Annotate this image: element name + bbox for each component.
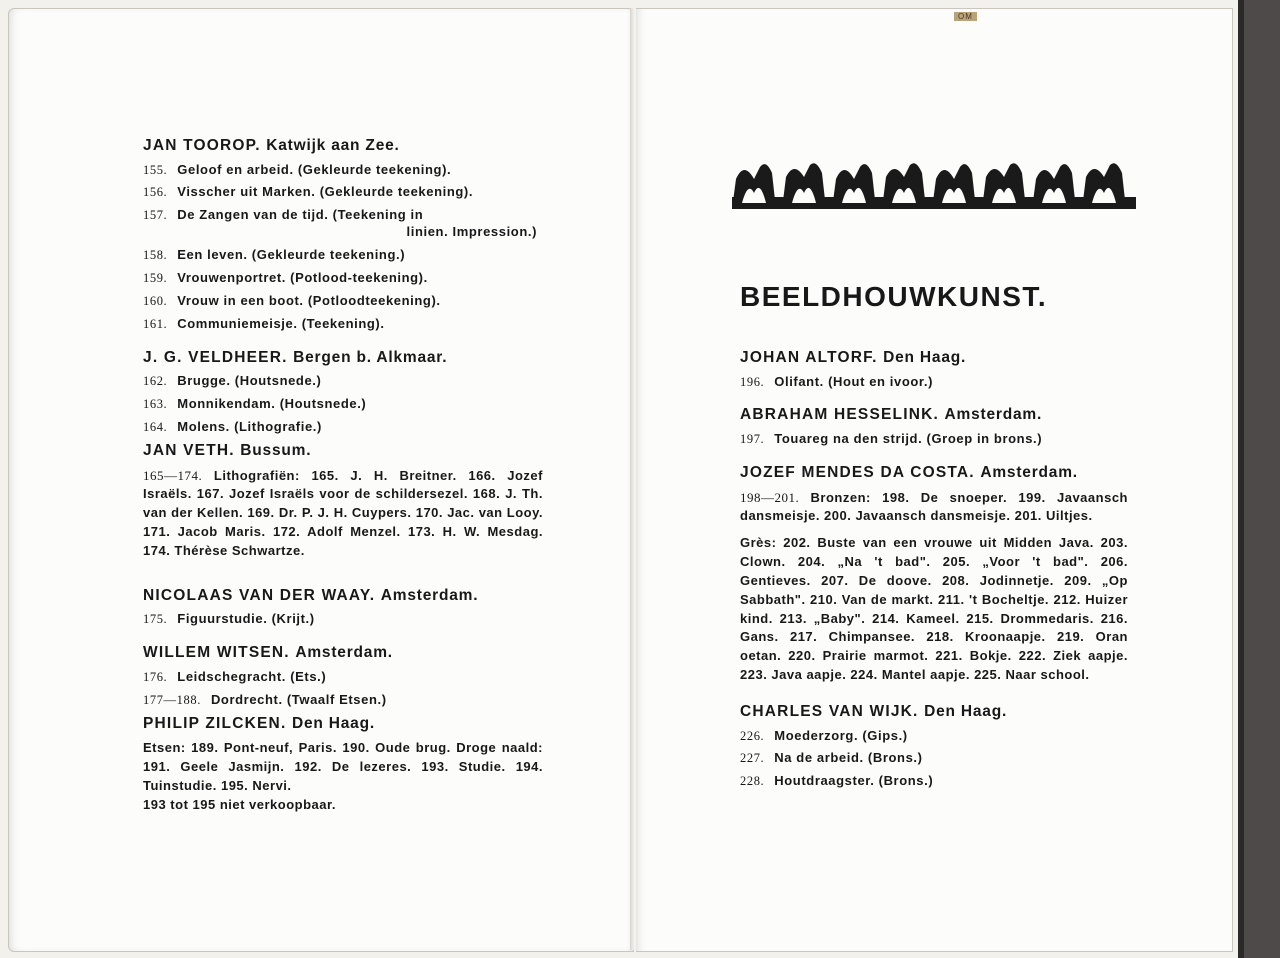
catalogue-entry bbox=[143, 316, 543, 333]
entry-title: Een leven. (Gekleurde teekening.) bbox=[177, 247, 406, 263]
entry-title: Figuurstudie. (Krijt.) bbox=[177, 611, 315, 627]
entry-title: Olifant. (Hout en ivoor.) bbox=[774, 373, 933, 389]
artist-city: Amsterdam. bbox=[980, 463, 1078, 481]
catalogue-entry bbox=[143, 270, 543, 287]
catalogue-entry bbox=[143, 669, 543, 686]
book-cover-edge bbox=[1238, 0, 1280, 958]
entry-number: 228. bbox=[740, 774, 765, 789]
paragraph-text: Bronzen: 198. De snoeper. 199. Javaansch dansmeisje. 200. Javaansch dansmeisje. 201. Uiltjes. bbox=[740, 489, 1128, 524]
catalogue-entry bbox=[143, 207, 543, 241]
paragraph-text: Lithografiën: 165. J. H. Breitner. 166. Jozef Israëls. 167. Jozef Israëls voor de schildersezel. 168. J. Th. van der Kellen. 169. Dr. P. J. H. Cuypers. 170. Jac. van Looy. 171. Jacob Maris. 172. Adolf Menzel. 173. H. W. Mesdag. 174. Thérèse Schwartze. bbox=[143, 467, 543, 558]
left-column bbox=[143, 137, 543, 823]
entry-title: Leidschegracht. (Ets.) bbox=[177, 668, 327, 684]
entry-title: Houtdraagster. (Brons.) bbox=[774, 773, 934, 789]
entry-number-range: 165—174. bbox=[143, 467, 203, 483]
spacer bbox=[740, 396, 1128, 406]
catalogue-note bbox=[143, 796, 543, 815]
artist-heading bbox=[740, 703, 1128, 722]
paragraph-text: 193 tot 195 niet verkoopbaar. bbox=[143, 796, 336, 812]
entry-title: Dordrecht. (Twaalf Etsen.) bbox=[210, 691, 387, 707]
entry-number: 177—188. bbox=[143, 692, 201, 707]
catalogue-entry bbox=[740, 374, 1128, 391]
catalogue-paragraph bbox=[740, 534, 1128, 685]
entry-number: 162. bbox=[143, 374, 168, 389]
entry-number: 155. bbox=[143, 162, 168, 177]
artist-city: Amsterdam. bbox=[944, 406, 1043, 424]
paragraph-text: Grès: 202. Buste van een vrouwe uit Midden Java. 203. Clown. 204. „Na 't bad". 205. „Voor 't bad". 206. Gentieves. 207. De doove. 208. Jodinnetje. 209. „Op Sabbath". 210. Van de markt. 211. 't Bocheltje. 212. Huizer kind. 213. „Baby". 214. Kameel. 215. Drommedaris. 216. Gans. 217. Chimpansee. 218. Kroonaapje. 219. Oran oetan. 220. Prairie marmot. 221. Bokje. 222. Ziek aapje. 223. Java aapje. 224. Mantel aapje. 225. Naar school. bbox=[740, 535, 1128, 683]
entry-number: 197. bbox=[740, 432, 765, 447]
entry-number: 156. bbox=[143, 185, 168, 200]
entry-title-continued: linien. Impression.) bbox=[406, 224, 537, 240]
artist-heading bbox=[143, 587, 543, 606]
entry-number-range: 198—201. bbox=[740, 489, 800, 505]
catalogue-entry bbox=[143, 692, 543, 709]
catalogue-entry bbox=[143, 293, 543, 310]
artist-city: Bergen b. Alkmaar. bbox=[293, 348, 448, 366]
artist-name: JAN VETH. bbox=[143, 441, 235, 459]
entry-title: Touareg na den strijd. (Groep in brons.) bbox=[774, 431, 1043, 447]
catalogue-entry bbox=[143, 162, 543, 179]
entry-title: Na de arbeid. (Brons.) bbox=[774, 750, 923, 766]
entry-number: 157. bbox=[143, 208, 168, 223]
artist-heading bbox=[740, 464, 1128, 483]
artist-name: J. G. VELDHEER. bbox=[143, 348, 288, 366]
catalogue-entry bbox=[740, 431, 1128, 448]
spacer bbox=[143, 634, 543, 644]
catalogue-entry bbox=[740, 728, 1128, 745]
catalogue-entry bbox=[143, 373, 543, 390]
artist-city: Bussum. bbox=[240, 441, 312, 459]
left-page bbox=[8, 8, 634, 952]
catalogue-paragraph bbox=[143, 467, 543, 561]
catalogue-entry bbox=[143, 419, 543, 436]
entry-title: De Zangen van de tijd. (Teekening in bbox=[177, 207, 424, 223]
right-page bbox=[636, 8, 1233, 952]
spacer bbox=[740, 454, 1128, 464]
entry-number: 176. bbox=[143, 669, 168, 684]
catalogue-entry bbox=[143, 247, 543, 264]
catalogue-entry bbox=[740, 773, 1128, 790]
artist-heading bbox=[740, 349, 1128, 368]
catalogue-entry bbox=[143, 184, 543, 201]
spacer bbox=[143, 339, 543, 349]
catalogue-paragraph bbox=[143, 739, 543, 796]
artist-heading bbox=[143, 715, 543, 734]
artist-city: Amsterdam. bbox=[295, 644, 393, 662]
artist-name: CHARLES VAN WIJK. bbox=[740, 703, 919, 720]
entry-number: 226. bbox=[740, 728, 765, 743]
decorative-ornament bbox=[732, 159, 1136, 209]
right-column bbox=[740, 349, 1128, 796]
artist-name: PHILIP ZILCKEN. bbox=[143, 714, 287, 732]
entry-number: 159. bbox=[143, 271, 168, 286]
artist-name: JOHAN ALTORF. bbox=[740, 349, 878, 366]
entry-title: Vrouw in een boot. (Potloodteekening). bbox=[177, 292, 441, 308]
artist-name: WILLEM WITSEN. bbox=[143, 644, 290, 662]
entry-title: Vrouwenportret. (Potlood-teekening). bbox=[177, 270, 428, 286]
artist-heading bbox=[143, 137, 543, 156]
artist-city: Amsterdam. bbox=[380, 586, 479, 604]
entry-number: 158. bbox=[143, 248, 168, 263]
artist-heading bbox=[740, 406, 1128, 425]
spacer bbox=[740, 693, 1128, 703]
paragraph-text: Etsen: 189. Pont-neuf, Paris. 190. Oude brug. Droge naald: 191. Geele Jasmijn. 192. De lezeres. 193. Studie. 194. Tuinstudie. 195. Nervi. bbox=[143, 740, 543, 793]
entry-title: Geloof en arbeid. (Gekleurde teekening). bbox=[177, 161, 452, 177]
artist-name: NICOLAAS VAN DER WAAY. bbox=[143, 586, 376, 604]
entry-title: Monnikendam. (Houtsnede.) bbox=[177, 396, 367, 412]
entry-title: Visscher uit Marken. (Gekleurde teekening). bbox=[177, 184, 474, 200]
catalogue-entry bbox=[143, 611, 543, 628]
entry-number: 164. bbox=[143, 420, 168, 435]
entry-title: Molens. (Lithografie.) bbox=[177, 419, 322, 435]
entry-title: Communiemeisje. (Teekening). bbox=[177, 315, 385, 331]
entry-number: 175. bbox=[143, 612, 168, 627]
artist-city: Katwijk aan Zee. bbox=[266, 137, 400, 154]
entry-number: 163. bbox=[143, 397, 168, 412]
catalogue-entry bbox=[143, 396, 543, 413]
spacer bbox=[143, 569, 543, 587]
spine-label: OM bbox=[954, 12, 977, 21]
entry-number: 160. bbox=[143, 293, 168, 308]
catalogue-paragraph bbox=[740, 489, 1128, 527]
entry-number: 196. bbox=[740, 374, 765, 389]
artist-heading bbox=[143, 349, 543, 368]
entry-title: Brugge. (Houtsnede.) bbox=[177, 373, 322, 389]
artist-heading bbox=[143, 644, 543, 663]
artist-city: Den Haag. bbox=[883, 349, 967, 366]
artist-name: JOZEF MENDES DA COSTA. bbox=[740, 463, 975, 481]
artist-name: JAN TOOROP. bbox=[143, 137, 261, 154]
entry-number: 227. bbox=[740, 751, 765, 766]
catalogue-entry bbox=[740, 750, 1128, 767]
entry-title: Moederzorg. (Gips.) bbox=[774, 727, 908, 743]
artist-name: ABRAHAM HESSELINK. bbox=[740, 406, 939, 424]
section-title: BEELDHOUWKUNST. bbox=[740, 281, 1048, 312]
artist-heading bbox=[143, 442, 543, 461]
artist-city: Den Haag. bbox=[924, 703, 1008, 720]
entry-number: 161. bbox=[143, 316, 168, 331]
artist-city: Den Haag. bbox=[291, 714, 375, 732]
